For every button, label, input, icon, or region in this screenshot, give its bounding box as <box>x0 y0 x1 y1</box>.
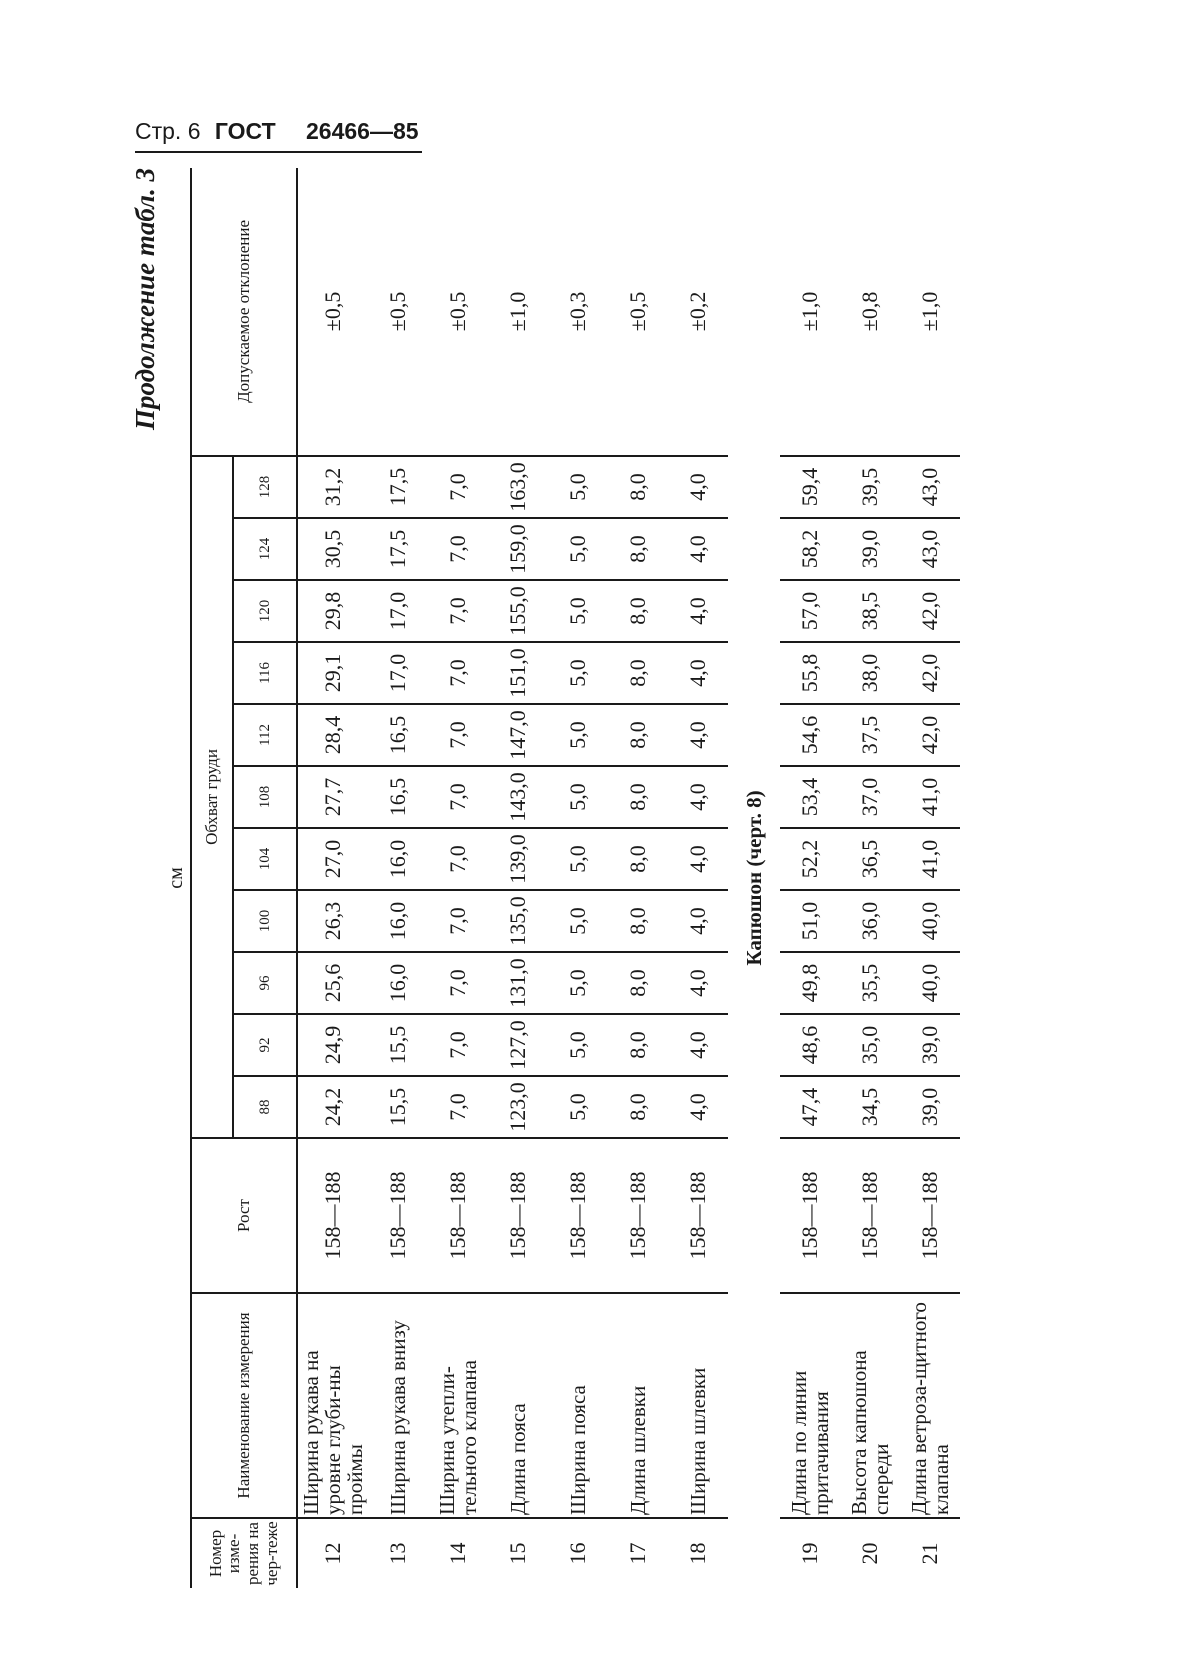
row-value: 16,5 <box>368 766 428 828</box>
row-value: 15,5 <box>368 1076 428 1138</box>
row-value: 4,0 <box>668 580 728 642</box>
row-value: 131,0 <box>488 952 548 1014</box>
row-value: 41,0 <box>900 828 960 890</box>
header-tolerance: Допускаемое отклонение <box>191 168 297 456</box>
row-value: 17,5 <box>368 518 428 580</box>
row-value: 4,0 <box>668 642 728 704</box>
header-number: Номер изме-рения на чер-теже <box>191 1518 297 1588</box>
row-value: 51,0 <box>780 890 840 952</box>
row-value: 4,0 <box>668 828 728 890</box>
rotated-table-block <box>130 168 1070 1588</box>
size-header: 120 <box>233 580 297 642</box>
row-number: 15 <box>505 1542 531 1565</box>
row-value: 34,5 <box>840 1076 900 1138</box>
row-tolerance: ±0,5 <box>297 168 368 456</box>
row-value: 39,0 <box>900 1076 960 1138</box>
row-value: 16,0 <box>368 890 428 952</box>
table-row <box>428 168 488 1588</box>
row-value: 7,0 <box>428 704 488 766</box>
row-value: 42,0 <box>900 704 960 766</box>
row-value: 5,0 <box>548 890 608 952</box>
row-value: 52,2 <box>780 828 840 890</box>
row-value: 24,2 <box>297 1076 368 1138</box>
row-name: Длина шлевки <box>608 1293 668 1518</box>
row-value: 38,0 <box>840 642 900 704</box>
row-value: 5,0 <box>548 766 608 828</box>
row-value: 5,0 <box>548 828 608 890</box>
row-name: Длина по линии притачивания <box>780 1293 840 1518</box>
row-name: Ширина шлевки <box>668 1293 728 1518</box>
row-value: 27,7 <box>297 766 368 828</box>
table-row <box>900 168 960 1588</box>
row-value: 53,4 <box>780 766 840 828</box>
table-body <box>297 168 960 1588</box>
table-row <box>297 168 368 1588</box>
row-number: 19 <box>797 1542 823 1565</box>
row-value: 5,0 <box>548 1076 608 1138</box>
row-name: Ширина рукава внизу <box>368 1293 428 1518</box>
table-row <box>608 168 668 1588</box>
size-header: 104 <box>233 828 297 890</box>
row-value: 147,0 <box>488 704 548 766</box>
row-value: 16,0 <box>368 828 428 890</box>
size-header: 88 <box>233 1076 297 1138</box>
row-height: 158—188 <box>297 1138 368 1293</box>
row-value: 38,5 <box>840 580 900 642</box>
row-value: 24,9 <box>297 1014 368 1076</box>
row-tolerance: ±0,5 <box>368 168 428 456</box>
row-value: 15,5 <box>368 1014 428 1076</box>
row-value: 5,0 <box>548 580 608 642</box>
row-value: 26,3 <box>297 890 368 952</box>
row-value: 8,0 <box>608 1076 668 1138</box>
row-height: 158—188 <box>900 1138 960 1293</box>
table-row <box>668 168 728 1588</box>
row-value: 8,0 <box>608 952 668 1014</box>
row-value: 55,8 <box>780 642 840 704</box>
row-tolerance: ±1,0 <box>780 168 840 456</box>
row-value: 30,5 <box>297 518 368 580</box>
table-row <box>548 168 608 1588</box>
row-value: 163,0 <box>488 456 548 518</box>
row-number: 17 <box>625 1542 651 1565</box>
row-value: 41,0 <box>900 766 960 828</box>
row-value: 17,0 <box>368 580 428 642</box>
row-value: 4,0 <box>668 518 728 580</box>
row-value: 4,0 <box>668 704 728 766</box>
row-value: 57,0 <box>780 580 840 642</box>
row-value: 25,6 <box>297 952 368 1014</box>
row-value: 39,5 <box>840 456 900 518</box>
row-value: 17,0 <box>368 642 428 704</box>
row-value: 35,0 <box>840 1014 900 1076</box>
row-value: 27,0 <box>297 828 368 890</box>
row-height: 158—188 <box>488 1138 548 1293</box>
row-value: 123,0 <box>488 1076 548 1138</box>
row-name: Длина ветроза-щитного клапана <box>900 1293 960 1518</box>
row-value: 39,0 <box>900 1014 960 1076</box>
row-tolerance: ±0,2 <box>668 168 728 456</box>
unit-label: см <box>165 867 187 889</box>
row-value: 47,4 <box>780 1076 840 1138</box>
row-value: 8,0 <box>608 766 668 828</box>
row-tolerance: ±1,0 <box>488 168 548 456</box>
row-value: 8,0 <box>608 1014 668 1076</box>
row-tolerance: ±0,5 <box>608 168 668 456</box>
table-row <box>780 168 840 1588</box>
row-value: 8,0 <box>608 704 668 766</box>
row-value: 49,8 <box>780 952 840 1014</box>
size-header: 96 <box>233 952 297 1014</box>
row-value: 36,0 <box>840 890 900 952</box>
row-value: 127,0 <box>488 1014 548 1076</box>
row-height: 158—188 <box>840 1138 900 1293</box>
row-value: 28,4 <box>297 704 368 766</box>
row-height: 158—188 <box>548 1138 608 1293</box>
row-number: 20 <box>857 1542 883 1565</box>
row-value: 4,0 <box>668 952 728 1014</box>
row-value: 29,1 <box>297 642 368 704</box>
row-value: 43,0 <box>900 518 960 580</box>
row-value: 7,0 <box>428 580 488 642</box>
row-value: 5,0 <box>548 1014 608 1076</box>
row-value: 143,0 <box>488 766 548 828</box>
row-value: 7,0 <box>428 766 488 828</box>
row-value: 7,0 <box>428 456 488 518</box>
size-header: 108 <box>233 766 297 828</box>
row-name: Длина пояса <box>488 1293 548 1518</box>
row-value: 5,0 <box>548 704 608 766</box>
row-value: 37,5 <box>840 704 900 766</box>
row-value: 40,0 <box>900 952 960 1014</box>
row-value: 54,6 <box>780 704 840 766</box>
page-label: Стр. 6 <box>135 118 201 144</box>
table-row <box>840 168 900 1588</box>
row-value: 5,0 <box>548 518 608 580</box>
row-tolerance: ±1,0 <box>900 168 960 456</box>
row-value: 4,0 <box>668 766 728 828</box>
row-height: 158—188 <box>368 1138 428 1293</box>
row-name: Ширина утепли-тельного клапана <box>428 1293 488 1518</box>
row-value: 29,8 <box>297 580 368 642</box>
standard-number: 26466—85 <box>306 118 419 144</box>
row-value: 39,0 <box>840 518 900 580</box>
row-value: 5,0 <box>548 952 608 1014</box>
row-value: 7,0 <box>428 642 488 704</box>
row-tolerance: ±0,5 <box>428 168 488 456</box>
section-title: Капюшон (черт. 8) <box>741 790 766 966</box>
section-row <box>728 168 780 1588</box>
row-name: Высота капюшона спереди <box>840 1293 900 1518</box>
row-value: 42,0 <box>900 642 960 704</box>
row-value: 139,0 <box>488 828 548 890</box>
row-value: 40,0 <box>900 890 960 952</box>
row-value: 5,0 <box>548 642 608 704</box>
size-header: 112 <box>233 704 297 766</box>
row-value: 8,0 <box>608 642 668 704</box>
row-value: 17,5 <box>368 456 428 518</box>
header-name: Наименование измерения <box>191 1293 297 1518</box>
row-value: 155,0 <box>488 580 548 642</box>
row-value: 4,0 <box>668 1014 728 1076</box>
header-rule <box>135 151 422 153</box>
row-tolerance: ±0,3 <box>548 168 608 456</box>
row-value: 4,0 <box>668 1076 728 1138</box>
row-value: 8,0 <box>608 828 668 890</box>
row-value: 58,2 <box>780 518 840 580</box>
page-header <box>135 118 419 145</box>
row-value: 8,0 <box>608 518 668 580</box>
row-value: 16,0 <box>368 952 428 1014</box>
table-caption: Продолжение табл. 3 <box>130 168 160 430</box>
row-value: 135,0 <box>488 890 548 952</box>
header-height: Рост <box>191 1138 297 1293</box>
row-name: Ширина пояса <box>548 1293 608 1518</box>
header-chest: Обхват груди <box>191 456 233 1138</box>
row-height: 158—188 <box>668 1138 728 1293</box>
row-value: 7,0 <box>428 1014 488 1076</box>
row-height: 158—188 <box>608 1138 668 1293</box>
row-value: 4,0 <box>668 890 728 952</box>
row-tolerance: ±0,8 <box>840 168 900 456</box>
row-number: 18 <box>685 1542 711 1565</box>
row-value: 16,5 <box>368 704 428 766</box>
row-value: 42,0 <box>900 580 960 642</box>
standard-label: ГОСТ <box>214 118 276 144</box>
size-header: 116 <box>233 642 297 704</box>
row-value: 31,2 <box>297 456 368 518</box>
row-value: 8,0 <box>608 580 668 642</box>
table-row <box>488 168 548 1588</box>
row-value: 151,0 <box>488 642 548 704</box>
row-name: Ширина рукава на уровне глуби-ны проймы <box>297 1293 368 1518</box>
row-value: 43,0 <box>900 456 960 518</box>
row-number: 13 <box>385 1542 411 1565</box>
row-value: 159,0 <box>488 518 548 580</box>
row-value: 37,0 <box>840 766 900 828</box>
size-header: 128 <box>233 456 297 518</box>
table-row <box>368 168 428 1588</box>
row-value: 4,0 <box>668 456 728 518</box>
size-header: 124 <box>233 518 297 580</box>
row-value: 7,0 <box>428 828 488 890</box>
row-height: 158—188 <box>780 1138 840 1293</box>
row-value: 7,0 <box>428 518 488 580</box>
row-value: 7,0 <box>428 1076 488 1138</box>
row-value: 5,0 <box>548 456 608 518</box>
size-header: 100 <box>233 890 297 952</box>
row-value: 35,5 <box>840 952 900 1014</box>
row-value: 7,0 <box>428 890 488 952</box>
row-value: 59,4 <box>780 456 840 518</box>
row-value: 36,5 <box>840 828 900 890</box>
row-value: 8,0 <box>608 456 668 518</box>
row-number: 12 <box>320 1542 346 1565</box>
row-value: 8,0 <box>608 890 668 952</box>
row-value: 7,0 <box>428 952 488 1014</box>
row-height: 158—188 <box>428 1138 488 1293</box>
row-value: 48,6 <box>780 1014 840 1076</box>
size-header: 92 <box>233 1014 297 1076</box>
row-number: 16 <box>565 1542 591 1565</box>
row-number: 21 <box>917 1542 943 1565</box>
row-number: 14 <box>445 1542 471 1565</box>
measurements-table <box>190 168 960 1588</box>
